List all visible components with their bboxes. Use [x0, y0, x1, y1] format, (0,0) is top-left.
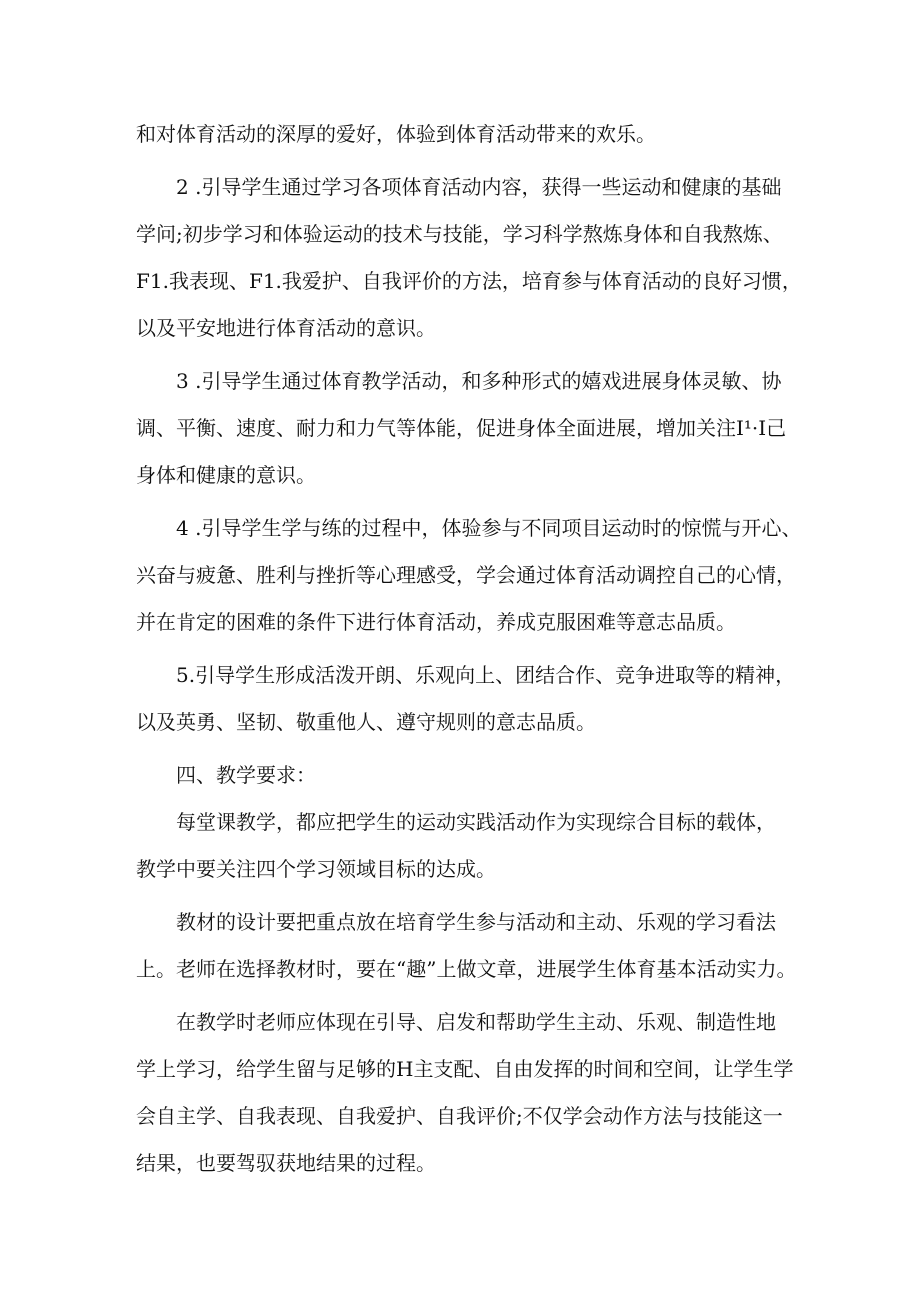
text-line: 以及英勇、坚韧、敬重他人、遵守规则的意志品质。: [136, 710, 596, 734]
text-line: 会自主学、自我表现、自我爱护、自我评价;不仅学会动作方法与技能这一: [136, 1104, 783, 1128]
text-line: F1.我表现、F1.我爱护、自我评价的方法，培育参与体育活动的良好习惯，: [136, 269, 802, 293]
text-line: 教材的设计要把重点放在培育学生参与活动和主动、乐观的学习看法: [176, 910, 776, 934]
text-line: 5.引导学生形成活泼开朗、乐观向上、团结合作、竞争进取等的精神，: [176, 663, 796, 687]
text-line: 和对体育活动的深厚的爱好，体验到体育活动带来的欢乐。: [136, 122, 656, 146]
text-line: 并在肯定的困难的条件下进行体育活动，养成克服困难等意志品质。: [136, 610, 736, 634]
text-line: 每堂课教学，都应把学生的运动实践活动作为实现综合目标的载体，: [176, 810, 776, 834]
text-line: 3 .引导学生通过体育教学活动，和多种形式的嬉戏进展身体灵敏、协: [176, 369, 782, 393]
text-line: 以及平安地进行体育活动的意识。: [136, 316, 436, 340]
text-line: 上。老师在选择教材时，要在“趣”上做文章，进展学生体育基本活动实力。: [136, 957, 797, 981]
text-line: 学上学习，给学生留与足够的H主支配、自由发挥的时间和空间，让学生学: [136, 1057, 794, 1081]
text-line: 在教学时老师应体现在引导、启发和帮助学生主动、乐观、制造性地: [176, 1010, 776, 1034]
text-line: 调、平衡、速度、耐力和力气等体能，促进身体全面进展，增加关注I¹·I己: [136, 416, 787, 440]
text-line: 2 .引导学生通过学习各项体育活动内容，获得一些运动和健康的基础: [176, 175, 782, 199]
text-line: 兴奋与疲惫、胜利与挫折等心理感受，学会通过体育活动调控自己的心情，: [136, 563, 796, 587]
text-line: 4 .引导学生学与练的过程中，体验参与不同项目运动时的惊慌与开心、: [176, 516, 802, 540]
text-line: 教学中要关注四个学习领域目标的达成。: [136, 857, 496, 881]
text-line: 结果，也要驾驭获地结果的过程。: [136, 1151, 436, 1175]
text-line: 身体和健康的意识。: [136, 463, 316, 487]
section-heading: 四、教学要求：: [176, 763, 316, 787]
text-line: 学问;初步学习和体验运动的技术与技能，学习科学熬炼身体和自我熬炼、: [136, 222, 783, 246]
